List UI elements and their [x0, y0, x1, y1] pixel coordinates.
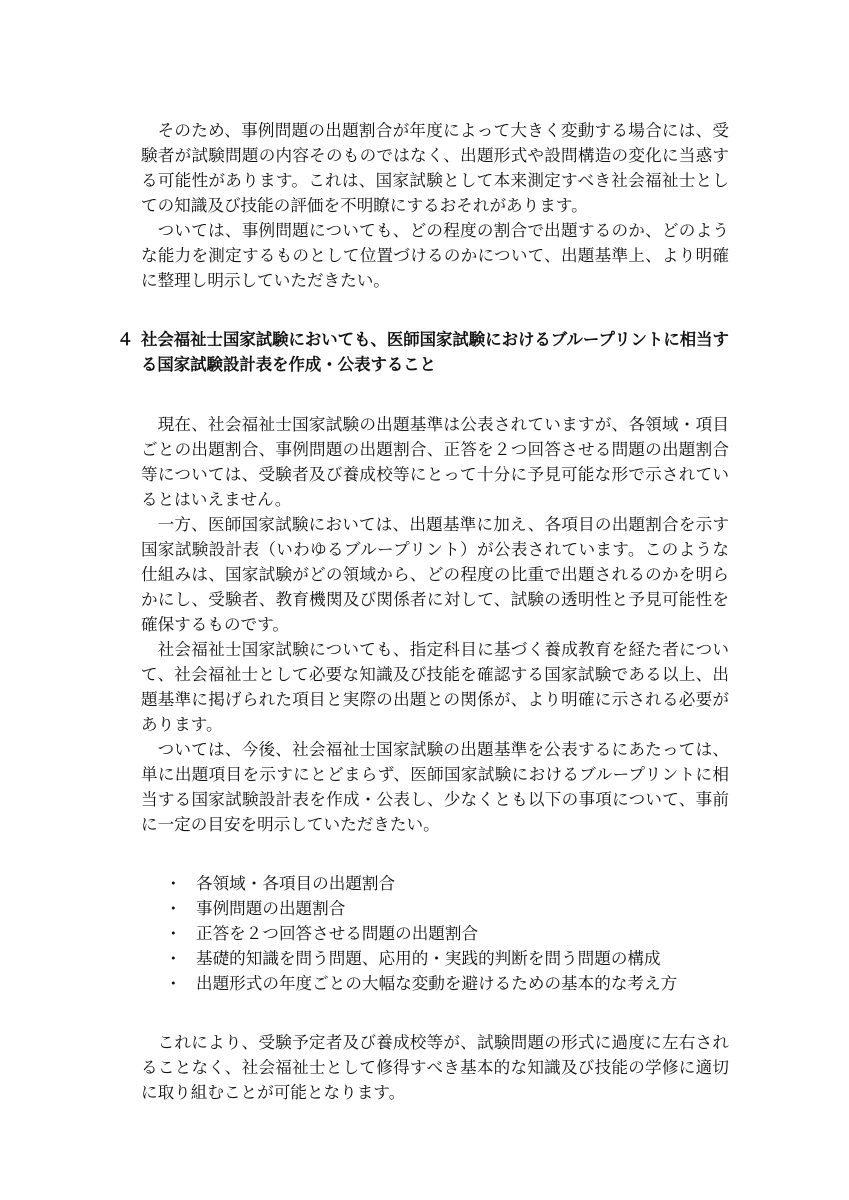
bullet-mark: ・ [165, 949, 182, 968]
list-item [141, 946, 729, 971]
bullet-mark: ・ [165, 974, 182, 993]
section-paragraph-4: ついては、今後、社会福祉士国家試験の出題基準を公表するにあたっては、単に出題項目を示すにとどまらず、医師国家試験におけるブループリントに相当する国家試験設計表を作成・公表し、少なくとも以下の事項について、事前に一定の目安を明示していただきたい。 [141, 740, 729, 834]
section-paragraph-1: 現在、社会福祉士国家試験の出題基準は公表されていますが、各領域・項目ごとの出題割合、事例問題の出題割合、正答を２つ回答させる問題の出題割合等については、受験者及び養成校等にとって十分に予見可能な形で示されているとはいえません。 [141, 415, 729, 509]
intro-paragraph-2: ついては、事例問題についても、どの程度の割合で出題するのか、どのような能力を測定するものとして位置づけるのかについて、出題基準上、より明確に整理し明示していただきたい。 [141, 221, 729, 290]
bullet-mark: ・ [165, 899, 182, 918]
section-paragraph-3: 社会福祉士国家試験についても、指定科目に基づく養成教育を経た者について、社会福祉士として必要な知識及び技能を確認する国家試験である以上、出題基準に掲げられた項目と実際の出題との関係が、より明確に示される必要があります。 [141, 640, 729, 734]
intro-paragraph-1: そのため、事例問題の出題割合が年度によって大きく変動する場合には、受験者が試験問題の内容そのものではなく、出題形式や設問構造の変化に当惑する可能性があります。これは、国家試験として本来測定すべき社会福祉士としての知識及び技能の評価を不明瞭にするおそれがあります。 [141, 121, 729, 215]
list-item [141, 921, 729, 946]
bullet-mark: ・ [165, 874, 182, 893]
section-heading [117, 327, 729, 377]
section-title: 社会福祉士国家試験においても、医師国家試験におけるブループリントに相当する国家試験設計表を作成・公表すること [141, 330, 729, 374]
list-item-text: 事例問題の出題割合 [196, 899, 346, 918]
list-item-text: 各領域・各項目の出題割合 [196, 874, 396, 893]
list-item [141, 871, 729, 896]
list-item-text: 出題形式の年度ごとの大幅な変動を避けるための基本的な考え方 [196, 974, 678, 993]
list-item-text: 正答を２つ回答させる問題の出題割合 [196, 924, 479, 943]
document-body [117, 118, 729, 1105]
section-number: ４ [117, 330, 134, 349]
bullet-mark: ・ [165, 924, 182, 943]
bullet-list [141, 871, 729, 996]
list-item-text: 基礎的知識を問う問題、応用的・実践的判断を問う問題の構成 [196, 949, 661, 968]
section-paragraph-2: 一方、医師国家試験においては、出題基準に加え、各項目の出題割合を示す国家試験設計表（いわゆるブループリント）が公表されています。このような仕組みは、国家試験がどの領域から、どの程度の比重で出題されるのかを明らかにし、受験者、教育機関及び関係者に対して、試験の透明性と予見可能性を確保するものです。 [141, 515, 729, 634]
list-item [141, 896, 729, 921]
closing-paragraph: これにより、受験予定者及び養成校等が、試験問題の形式に過度に左右されることなく、社会福祉士として修得すべき基本的な知識及び技能の学修に適切に取り組むことが可能となります。 [141, 1033, 729, 1102]
list-item [141, 971, 729, 996]
